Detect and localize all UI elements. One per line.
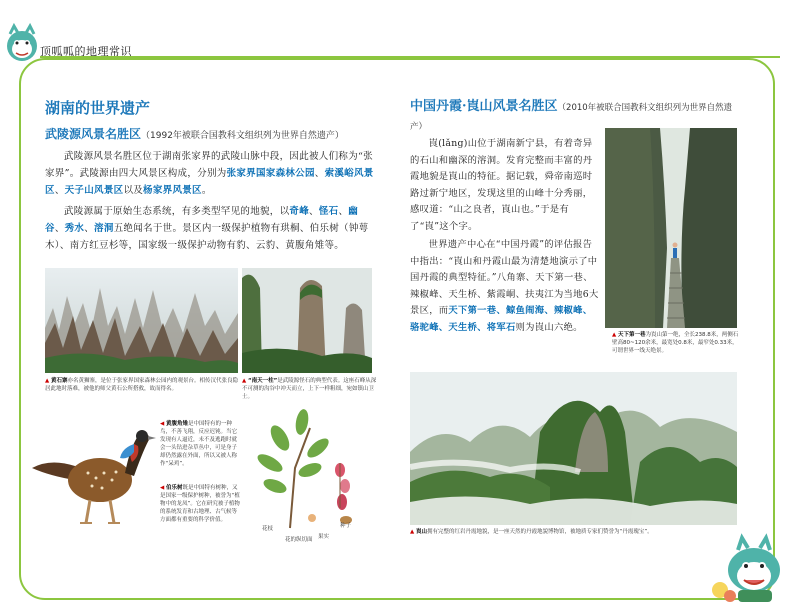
highlight-term: 奇峰 bbox=[289, 206, 310, 217]
left-subsection-title: 武陵源风景名胜区 bbox=[45, 127, 142, 141]
mascot-bottom-icon bbox=[708, 530, 788, 606]
caption-text: 为崀山第一绝，全长238.8米，两侧石壁高80~120余米，最宽处0.8米，最窄处0.33米，可谓世界一线天绝景。 bbox=[612, 332, 739, 354]
brand-title: 顶呱呱的地理常识 bbox=[40, 45, 132, 58]
highlight-term: 溶洞 bbox=[94, 223, 114, 234]
text-span: 、 bbox=[338, 206, 349, 217]
tianxia-diyixiang-photo bbox=[605, 128, 737, 328]
pheasant-illustration bbox=[30, 418, 160, 536]
highlight-term: 索溪峪风景区 bbox=[45, 168, 374, 196]
left-subsection-note: （1992年被联合国教科文组织列为世界自然遗产） bbox=[141, 131, 344, 141]
bretschneidera-caption: ◀ 伯乐树既是中国特有树种，又是国家一级保护树种，被誉为“植物中的龙凤”。它在研究被子植物的系统发育和古地理、古气候等方面都有重要的科学价值。 bbox=[160, 485, 240, 523]
highlight-term: 怪石 bbox=[318, 206, 339, 217]
caption-title: 崀山 bbox=[415, 529, 427, 535]
left-column bbox=[45, 97, 375, 254]
right-paragraph-1: 崀(lǎng)山位于湖南新宁县，有着奇异的石山和幽深的溶洞。发育完整而丰富的丹霞地貌是崀山的特征。据记载，舜帝南巡时路过新宁地区，发现这里的山峰十分秀丽，感叹道：“山之良者，崀山也。”于是有了“崀”这个字。 bbox=[410, 138, 593, 232]
caption-title: 伯乐树 bbox=[165, 485, 183, 491]
bretschneidera-illustration bbox=[250, 408, 370, 538]
left-subsection-heading bbox=[45, 123, 375, 142]
left-paragraph-2 bbox=[45, 203, 375, 254]
nantian-yizhu-photo bbox=[242, 268, 372, 373]
right-text-block bbox=[410, 136, 600, 336]
tianxia-diyixiang-caption: ▲ 天下第一巷为崀山第一绝，全长238.8米，两侧石壁高80~120余米，最宽处0.8米，最窄处0.33米，可谓世界一线天绝景。 bbox=[612, 332, 739, 354]
highlight-term: 秀水 bbox=[64, 223, 85, 234]
text-span: 、 bbox=[314, 168, 325, 179]
caption-text: 既是中国特有树种，又是国家一级保护树种，被誉为“植物中的龙凤”。它在研究被子植物的系统发育和古地理、古气候等方面都有重要的科学价值。 bbox=[160, 485, 240, 523]
caption-title: 黄腹角雉 bbox=[165, 421, 188, 427]
text-span: 世界遗产中心在“中国丹霞”的评估报告中指出：“崀山和丹霞山最为清楚地演示了中国丹霞的典型特征。”八角寨、天下第一巷、辣椒峰、天生桥、紫霞峒、扶夷江为当地6大景区，而 bbox=[410, 239, 599, 316]
text-span: 则为崀山六绝。 bbox=[515, 321, 583, 333]
caption-text: 拥有完整的红岩丹霞地貌，是一座天然的丹霞地貌博物馆，被地质专家们赞誉为“丹霞瑰宝”。 bbox=[427, 529, 653, 535]
highlight-term: 天子山风景区 bbox=[64, 185, 124, 196]
text-span: 、 bbox=[54, 223, 65, 234]
nantian-yizhu-caption: ▲ “南天一柱”是武陵源怪石的典型代表。这座石峰从深不可测的沟谷中冲天而立，上下一样粗细，宛如镇山卫士。 bbox=[242, 378, 377, 400]
text-span: 、 bbox=[84, 223, 95, 234]
highlight-term: 天下第一巷、鲸鱼闹海、辣椒峰、骆驼峰、天生桥、将军石 bbox=[410, 305, 593, 333]
langshan-photo bbox=[410, 372, 737, 525]
caption-text: 是中国特有的一种鸟，不善飞翔，反应迟钝。当它发现有人逼近，未不及逃跑时就会一头钻进杂草丛中，可是身子却仍然露在外面，所以又被人称作“呆鸡”。 bbox=[160, 421, 238, 467]
caption-text: 是武陵源怪石的典型代表。这座石峰从深不可测的沟谷中冲天而立，上下一样粗细，宛如镇山卫士。 bbox=[242, 378, 377, 400]
left-paragraph-1 bbox=[45, 148, 375, 199]
text-span: 。 bbox=[201, 185, 212, 196]
right-section-note: （2010年被联合国教科文组织列为世界自然遗产） bbox=[410, 103, 733, 132]
caption-title: 黄石寨 bbox=[50, 378, 68, 384]
text-span: 、 bbox=[309, 206, 319, 217]
plant-label-section: 花的纵切面 bbox=[285, 537, 313, 543]
huangshizhai-photo bbox=[45, 268, 238, 373]
text-span: 五绝闻名于世。景区内一级保护植物有珙桐、伯乐树（钟萼木）、南方红豆杉等，国家级一级保护动物有豹、云豹、黄腹角雉等。 bbox=[45, 223, 369, 251]
left-section-title: 湖南的世界遗产 bbox=[45, 99, 151, 117]
langshan-caption: ▲ 崀山拥有完整的红岩丹霞地貌，是一座天然的丹霞地貌博物馆，被地质专家们赞誉为“丹霞瑰宝”。 bbox=[410, 529, 653, 535]
pheasant-caption: ◀ 黄腹角雉是中国特有的一种鸟，不善飞翔，反应迟钝。当它发现有人逼近，未不及逃跑时就会一头钻进杂草丛中，可是身子却仍然露在外面，所以又被人称作“呆鸡”。 bbox=[160, 421, 238, 467]
right-paragraph-2 bbox=[410, 237, 600, 336]
text-span: 以及 bbox=[123, 185, 144, 196]
highlight-term: 张家界国家森林公园 bbox=[226, 168, 315, 179]
text-span: 武陵源属于原始生态系统，有多类型罕见的地貌，以 bbox=[64, 206, 290, 217]
right-section-title: 中国丹霞·崀山风景名胜区 bbox=[410, 99, 558, 114]
plant-label-flower: 花枝 bbox=[262, 526, 274, 532]
caption-title: 天下第一巷 bbox=[617, 332, 646, 338]
highlight-term: 杨家界风景区 bbox=[143, 185, 202, 196]
text-span: 武陵源风景名胜区位于湖南张家界的武陵山脉中段，因此被人们称为“张家界”。武陵源由四大风景区构成，分别为 bbox=[45, 151, 373, 179]
caption-title: “南天一柱” bbox=[247, 378, 278, 384]
huangshizhai-caption: ▲ 黄石寨亦名黄狮寨，是位于张家界国家森林公园内的观景台。相传汉代张良隐居此地时落难，被他的师父黄石公所搭救，故而得名。 bbox=[45, 378, 239, 392]
plant-label-fruit: 果实 bbox=[318, 534, 330, 540]
plant-label-seed: 种子 bbox=[340, 523, 352, 529]
highlight-term: 幽谷 bbox=[45, 206, 359, 234]
text-span: 、 bbox=[54, 185, 65, 196]
caption-text: 亦名黄狮寨，是位于张家界国家森林公园内的观景台。相传汉代张良隐居此地时落难，被他的师父黄石公所搭救，故而得名。 bbox=[45, 378, 239, 392]
